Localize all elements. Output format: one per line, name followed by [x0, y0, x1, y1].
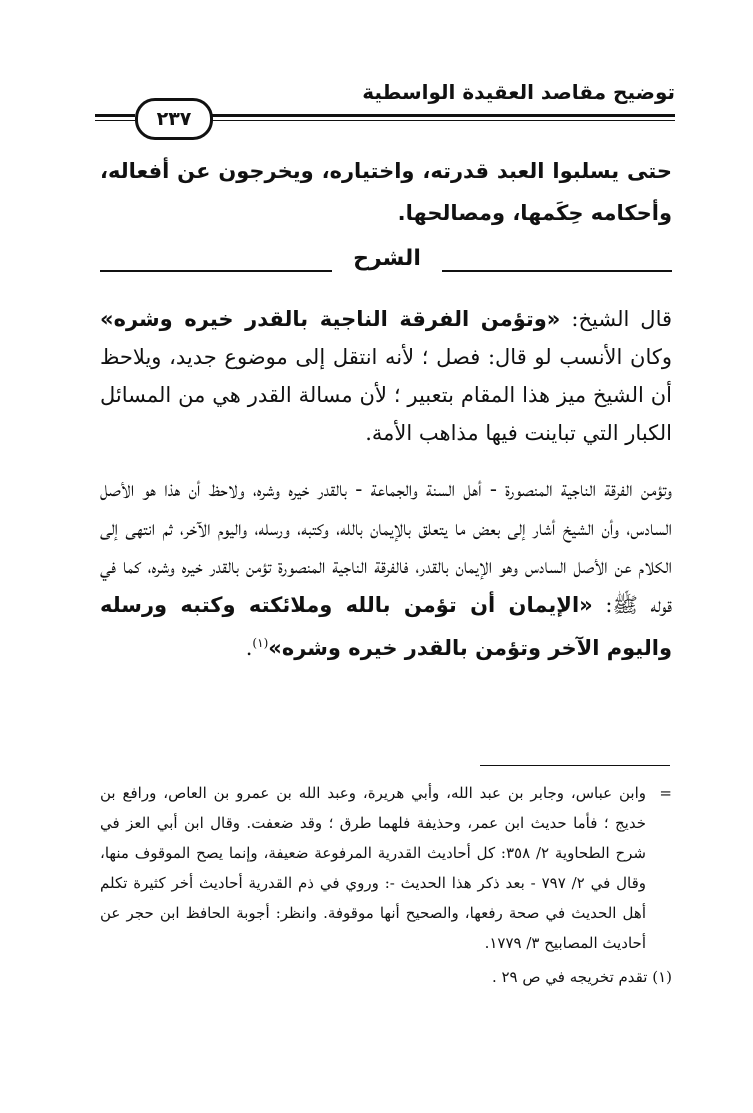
section-title: الشرح	[353, 246, 421, 271]
hadith-quote: «الإيمان أن تؤمن بالله وملائكته وكتبه ورسله واليوم الآخر وتؤمن بالقدر خيره وشره»	[100, 592, 672, 660]
paragraph-text: وتؤمن الفرقة الناجية المنصورة - أهل السنة والجماعة - بالقدر خيره وشره، ولاحظ أن هذا هو الأصل السادس، وأن الشيخ أشار إلى بعض ما يتعلق بالإيمان بالله، وكتبه، ورسله، واليوم الآخر، ثم انتهى إلى الكلام عن الأصل السادس وهو الإيمان بالقدر، فالفرقة الناجية المنصورة تؤمن بالقدر خيره وشره، كما في قوله ﷺ:	[100, 477, 672, 617]
footnotes	[100, 778, 672, 992]
header-rule-thin	[205, 120, 675, 121]
quoted-text: «وتؤمن الفرقة الناجية بالقدر خيره وشره»	[100, 307, 561, 331]
footnote-text: وابن عباس، وجابر بن عبد الله، وأبي هريرة، وعبد الله بن عمرو بن العاص، ورافع بن خديج ؛ فأما حديث ابن عمر، وحذيفة فلهما طرق ؛ وقد ضعفت. وقال ابن أبي العز في شرح الطحاوية ٢/ ٣٥٨: كل أحاديث القدرية المرفوعة ضعيفة، وإنما يصح الموقوف منها، وقال في ٢/ ٧٩٧ - بعد ذكر هذا الحديث -: وروي في ذم القدرية أحاديث أخر كثيرة تكلم أهل الحديث في صحة رفعها، والصحيح أنها موقوفة. وانظر: أجوبة الحافظ ابن حجر عن أحاديث المصابيح ٣/ ١٧٧٩.	[100, 784, 647, 952]
paragraph-1	[100, 300, 672, 452]
running-title: توضيح مقاصد العقيدة الواسطية	[362, 80, 675, 104]
paragraph-end: .	[245, 636, 253, 660]
footnote-separator	[480, 765, 670, 766]
badge-rule-thin	[95, 120, 135, 121]
heading-rule-right	[442, 270, 672, 272]
paragraph-2	[100, 470, 672, 668]
page-header	[95, 72, 675, 132]
intro-text: حتى يسلبوا العبد قدرته، واختياره، ويخرجون عن أفعاله، وأحكامه حِكَمها، ومصالحها.	[100, 159, 672, 225]
page-number-badge: ٢٣٧	[135, 98, 213, 140]
paragraph-text: قال الشيخ:	[560, 307, 673, 331]
section-heading	[100, 244, 672, 284]
heading-rule-left	[100, 270, 332, 272]
paragraph-text: وكان الأنسب لو قال: فصل ؛ لأنه انتقل إلى موضوع جديد، ويلاحظ أن الشيخ ميز هذا المقام بتعبير ؛ لأن مسالة القدر هي من المسائل الكبار التي تباينت فيها مذاهب الأمة.	[100, 345, 672, 445]
footnote-1: (١) تقدم تخريجه في ص ٢٩ .	[491, 968, 672, 986]
badge-rule	[95, 114, 135, 117]
footnote-reference: (١)	[252, 636, 269, 650]
continuation-mark: =	[659, 784, 672, 802]
header-rule	[205, 114, 675, 117]
footnote-continuation	[100, 778, 672, 958]
